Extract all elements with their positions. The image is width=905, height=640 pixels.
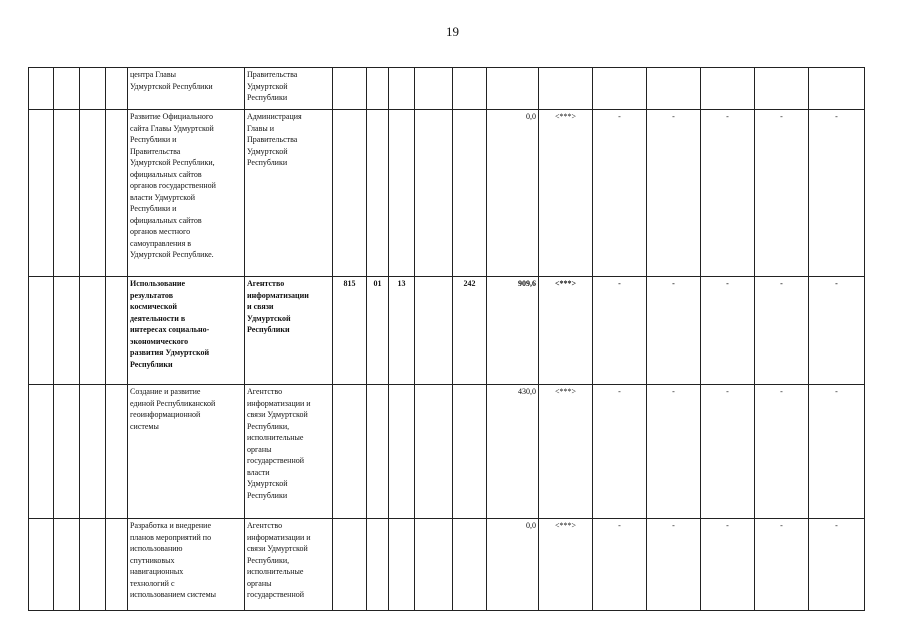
table-row <box>29 68 865 110</box>
year-value-cell: - <box>809 385 865 519</box>
code-cell <box>54 68 80 110</box>
year-value-cell: - <box>809 519 865 611</box>
code-cell <box>80 68 106 110</box>
code-cell <box>106 385 128 519</box>
year-value-cell: - <box>647 277 701 385</box>
table-row <box>29 110 865 277</box>
executor-cell: Агентство информатизации и связи Удмуртской Республики <box>245 277 333 385</box>
year-value-cell: - <box>593 110 647 277</box>
page-number: 19 <box>446 24 459 39</box>
executor-cell: Агентство информатизации и связи Удмуртской Республики, исполнительные органы государственной власти Удмуртской Республики <box>245 385 333 519</box>
executor-cell: Администрация Главы и Правительства Удмуртской Республики <box>245 110 333 277</box>
amount-cell: 0,0 <box>487 110 539 277</box>
target-article-cell <box>415 68 453 110</box>
code-cell <box>29 277 54 385</box>
source-cell: <***> <box>539 277 593 385</box>
target-article-cell <box>415 519 453 611</box>
year-value-cell: - <box>593 519 647 611</box>
table-row <box>29 277 865 385</box>
grbs-code-cell <box>333 68 367 110</box>
target-article-cell <box>415 385 453 519</box>
year-value-cell <box>593 68 647 110</box>
year-value-cell: - <box>755 277 809 385</box>
year-value-cell <box>647 68 701 110</box>
year-value-cell: - <box>755 110 809 277</box>
subsection-code-cell <box>389 385 415 519</box>
year-value-cell: - <box>809 110 865 277</box>
table-row <box>29 519 865 611</box>
expense-type-cell: 242 <box>453 277 487 385</box>
code-cell <box>80 385 106 519</box>
source-cell: <***> <box>539 110 593 277</box>
section-code-cell: 01 <box>367 277 389 385</box>
subsection-code-cell: 13 <box>389 277 415 385</box>
year-value-cell: - <box>593 385 647 519</box>
code-cell <box>106 277 128 385</box>
code-cell <box>106 519 128 611</box>
expense-type-cell <box>453 110 487 277</box>
subsection-code-cell <box>389 519 415 611</box>
year-value-cell: - <box>647 110 701 277</box>
grbs-code-cell: 815 <box>333 277 367 385</box>
year-value-cell: - <box>701 277 755 385</box>
code-cell <box>80 519 106 611</box>
code-cell <box>54 385 80 519</box>
section-code-cell <box>367 519 389 611</box>
target-article-cell <box>415 277 453 385</box>
year-value-cell <box>809 68 865 110</box>
code-cell <box>54 519 80 611</box>
activity-name-cell: Использование результатов космической деятельности в интересах социально- экономического развития Удмуртской Республики <box>128 277 245 385</box>
table-row <box>29 385 865 519</box>
executor-cell: Агентство информатизации и связи Удмуртской Республики, исполнительные органы государственной <box>245 519 333 611</box>
source-cell: <***> <box>539 385 593 519</box>
year-value-cell: - <box>701 110 755 277</box>
activity-name-cell: Развитие Официального сайта Главы Удмуртской Республики и Правительства Удмуртской Республики, официальных сайтов органов государственной власти Удмуртской Республики и официальных сайтов органов местного самоуправления в Удмуртской Республике. <box>128 110 245 277</box>
year-value-cell: - <box>755 385 809 519</box>
activity-name-cell: центра Главы Удмуртской Республики <box>128 68 245 110</box>
year-value-cell <box>755 68 809 110</box>
code-cell <box>80 277 106 385</box>
section-code-cell <box>367 385 389 519</box>
source-cell: <***> <box>539 519 593 611</box>
budget-table <box>28 67 865 611</box>
target-article-cell <box>415 110 453 277</box>
source-cell <box>539 68 593 110</box>
code-cell <box>29 385 54 519</box>
grbs-code-cell <box>333 385 367 519</box>
code-cell <box>54 110 80 277</box>
code-cell <box>80 110 106 277</box>
year-value-cell: - <box>701 385 755 519</box>
expense-type-cell <box>453 519 487 611</box>
code-cell <box>29 519 54 611</box>
executor-cell: Правительства Удмуртской Республики <box>245 68 333 110</box>
year-value-cell: - <box>647 385 701 519</box>
code-cell <box>54 277 80 385</box>
grbs-code-cell <box>333 110 367 277</box>
amount-cell <box>487 68 539 110</box>
activity-name-cell: Создание и развитие единой Республиканской геоинформационной системы <box>128 385 245 519</box>
amount-cell: 430,0 <box>487 385 539 519</box>
subsection-code-cell <box>389 110 415 277</box>
expense-type-cell <box>453 385 487 519</box>
year-value-cell: - <box>593 277 647 385</box>
activity-name-cell: Разработка и внедрение планов мероприятий по использованию спутниковых навигационных технологий с использованием системы <box>128 519 245 611</box>
code-cell <box>29 110 54 277</box>
code-cell <box>106 68 128 110</box>
subsection-code-cell <box>389 68 415 110</box>
amount-cell: 909,6 <box>487 277 539 385</box>
year-value-cell: - <box>647 519 701 611</box>
year-value-cell: - <box>701 519 755 611</box>
year-value-cell: - <box>755 519 809 611</box>
year-value-cell <box>701 68 755 110</box>
amount-cell: 0,0 <box>487 519 539 611</box>
grbs-code-cell <box>333 519 367 611</box>
code-cell <box>106 110 128 277</box>
section-code-cell <box>367 68 389 110</box>
code-cell <box>29 68 54 110</box>
section-code-cell <box>367 110 389 277</box>
year-value-cell: - <box>809 277 865 385</box>
expense-type-cell <box>453 68 487 110</box>
